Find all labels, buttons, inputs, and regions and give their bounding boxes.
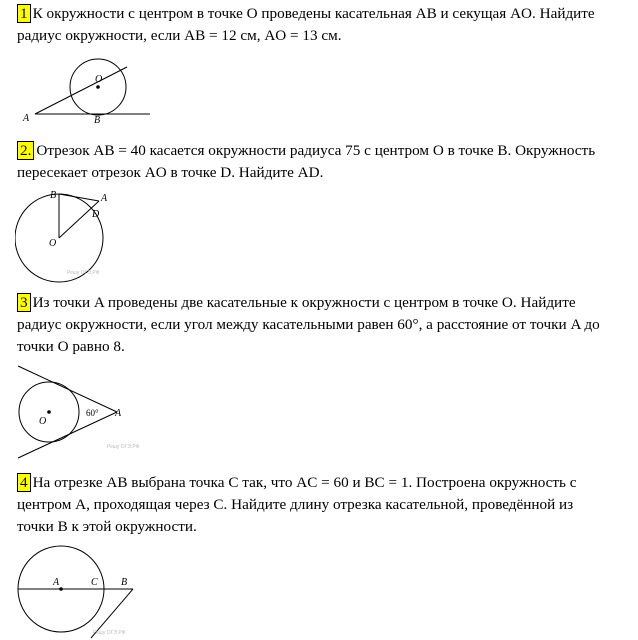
problem-2-line-1: 2. Отрезок AB = 40 касается окружности радиуса 75 с центром O в точке B. Окружность [17, 140, 629, 162]
problem-3 [17, 292, 629, 358]
fig1-label-o: O [95, 74, 103, 85]
problem-4-figure [15, 538, 155, 640]
problem-1-line-2: радиус окружности, если AB = 12 см, AO = 13 см. [17, 27, 342, 44]
fig3-label-angle: 60° [86, 408, 99, 418]
problem-3-line-1: 3 Из точки A проведены две касательные к окружности с центром в точке O. Найдите [17, 292, 629, 314]
problem-2-number: 2. [17, 141, 34, 160]
fig1-label-b: B [94, 115, 101, 125]
problem-1 [17, 3, 629, 47]
problem-3-figure [15, 362, 155, 462]
fig2-label-d: D [92, 209, 100, 220]
problem-1-line-1: 1 К окружности с центром в точке O проведены касательная AB и секущая AO. Найдите [17, 3, 629, 25]
problem-4-line-2: центром A, проходящая через C. Найдите длину отрезка касательной, проведённой из [17, 496, 574, 513]
problem-4-line-3: точки B к этой окружности. [17, 518, 197, 535]
fig2-watermark: Решу ОГЭ.РФ [67, 270, 100, 276]
problem-3-line-2: радиус окружности, если угол между касательными равен 60°, а расстояние от точки A до [17, 316, 600, 333]
fig2-label-a: A [101, 193, 108, 204]
problem-3-number: 3 [17, 293, 31, 312]
fig3-label-o: O [39, 416, 47, 427]
problem-2 [17, 140, 629, 184]
problem-2-line-2: пересекает отрезок AO в точке D. Найдите AD. [17, 164, 324, 181]
problem-4-number: 4 [17, 473, 31, 492]
problem-4-line-1: 4 На отрезке AB выбрана точка C так, что AC = 60 и BC = 1. Построена окружность с [17, 472, 629, 494]
fig3-label-a: A [115, 408, 122, 419]
problem-3-line-3: точки O равно 8. [17, 338, 125, 355]
fig2-label-b: B [50, 190, 57, 201]
fig4-label-c: C [91, 577, 98, 588]
fig3-watermark: Решу ОГЭ.РФ [107, 444, 140, 450]
fig4-label-b: B [121, 577, 128, 588]
problem-1-figure [15, 55, 165, 125]
problem-4 [17, 472, 629, 538]
fig4-label-a: A [53, 577, 60, 588]
fig1-label-a: A [23, 113, 30, 124]
fig4-watermark: Решу ОГЭ.РФ [93, 630, 126, 636]
problem-1-number: 1 [17, 4, 31, 23]
problem-2-figure [15, 188, 155, 288]
fig2-label-o: O [49, 238, 57, 249]
